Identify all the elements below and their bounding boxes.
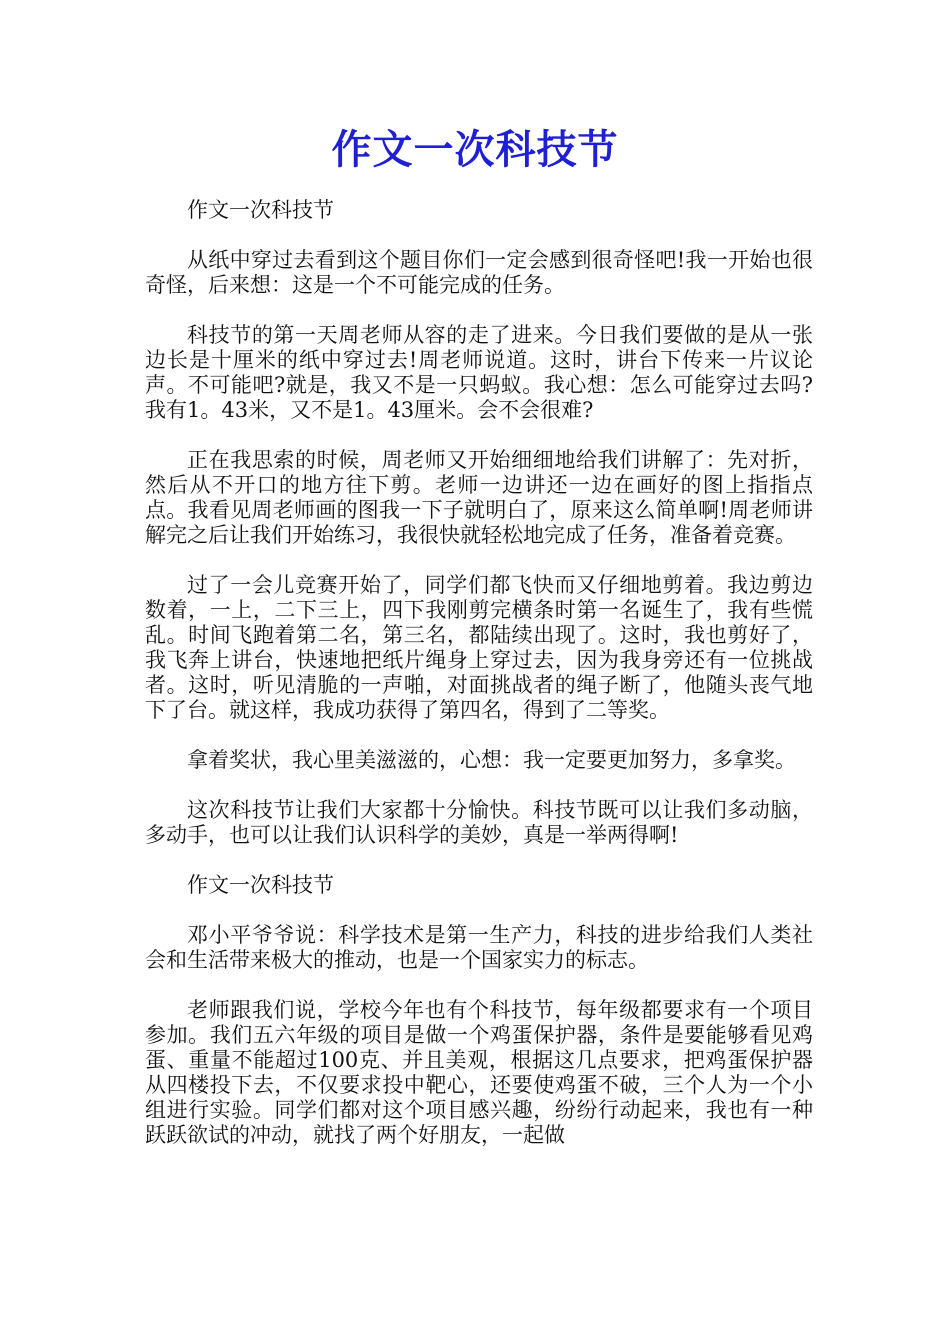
body-paragraph: 邓小平爷爷说：科学技术是第一生产力，科技的进步给我们人类社会和生活带来极大的推动，也是一个国家实力的标志。: [145, 923, 813, 972]
subheading-paragraph: 作文一次科技节: [187, 198, 334, 222]
document-title: 作文一次科技节: [331, 126, 619, 173]
body-paragraph: 科技节的第一天周老师从容的走了进来。今日我们要做的是从一张边长是十厘米的纸中穿过去!周老师说道。这时，讲台下传来一片议论声。不可能吧?就是，我又不是一只蚂蚁。我心想：怎么可能穿过去吗?我有1。43米，又不是1。43厘米。会不会很难?: [145, 323, 813, 422]
body-paragraph: 过了一会儿竞赛开始了，同学们都飞快而又仔细地剪着。我边剪边数着，一上，二下三上，四下我刚剪完横条时第一名诞生了，我有些慌乱。时间飞跑着第二名，第三名，都陆续出现了。这时，我也剪好了，我飞奔上讲台，快速地把纸片绳身上穿过去，因为我身旁还有一位挑战者。这时，听见清脆的一声啪，对面挑战者的绳子断了，他随头丧气地下了台。就这样，我成功获得了第四名，得到了二等奖。: [145, 573, 813, 722]
subheading-paragraph: 作文一次科技节: [187, 873, 334, 897]
body-paragraph: 这次科技节让我们大家都十分愉快。科技节既可以让我们多动脑，多动手，也可以让我们认识科学的美妙，真是一举两得啊!: [145, 798, 813, 847]
body-paragraph: 从纸中穿过去看到这个题目你们一定会感到很奇怪吧!我一开始也很奇怪，后来想：这是一个不可能完成的任务。: [145, 248, 813, 297]
body-paragraph: 拿着奖状，我心里美滋滋的，心想：我一定要更加努力，多拿奖。: [187, 748, 796, 772]
document-body: [145, 198, 813, 1148]
body-paragraph: 老师跟我们说，学校今年也有个科技节，每年级都要求有一个项目参加。我们五六年级的项目是做一个鸡蛋保护器，条件是要能够看见鸡蛋、重量不能超过100克、并且美观，根据这几点要求，把鸡蛋保护器从四楼投下去，不仅要求投中靶心，还要使鸡蛋不破，三个人为一个小组进行实验。同学们都对这个项目感兴趣，纷纷行动起来，我也有一种跃跃欲试的冲动，就找了两个好朋友，一起做: [145, 998, 813, 1147]
body-paragraph: 正在我思索的时候，周老师又开始细细地给我们讲解了：先对折，然后从不开口的地方往下剪。老师一边讲还一边在画好的图上指指点点。我看见周老师画的图我一下子就明白了，原来这么简单啊!周老师讲解完之后让我们开始练习，我很快就轻松地完成了任务，准备着竞赛。: [145, 448, 813, 547]
